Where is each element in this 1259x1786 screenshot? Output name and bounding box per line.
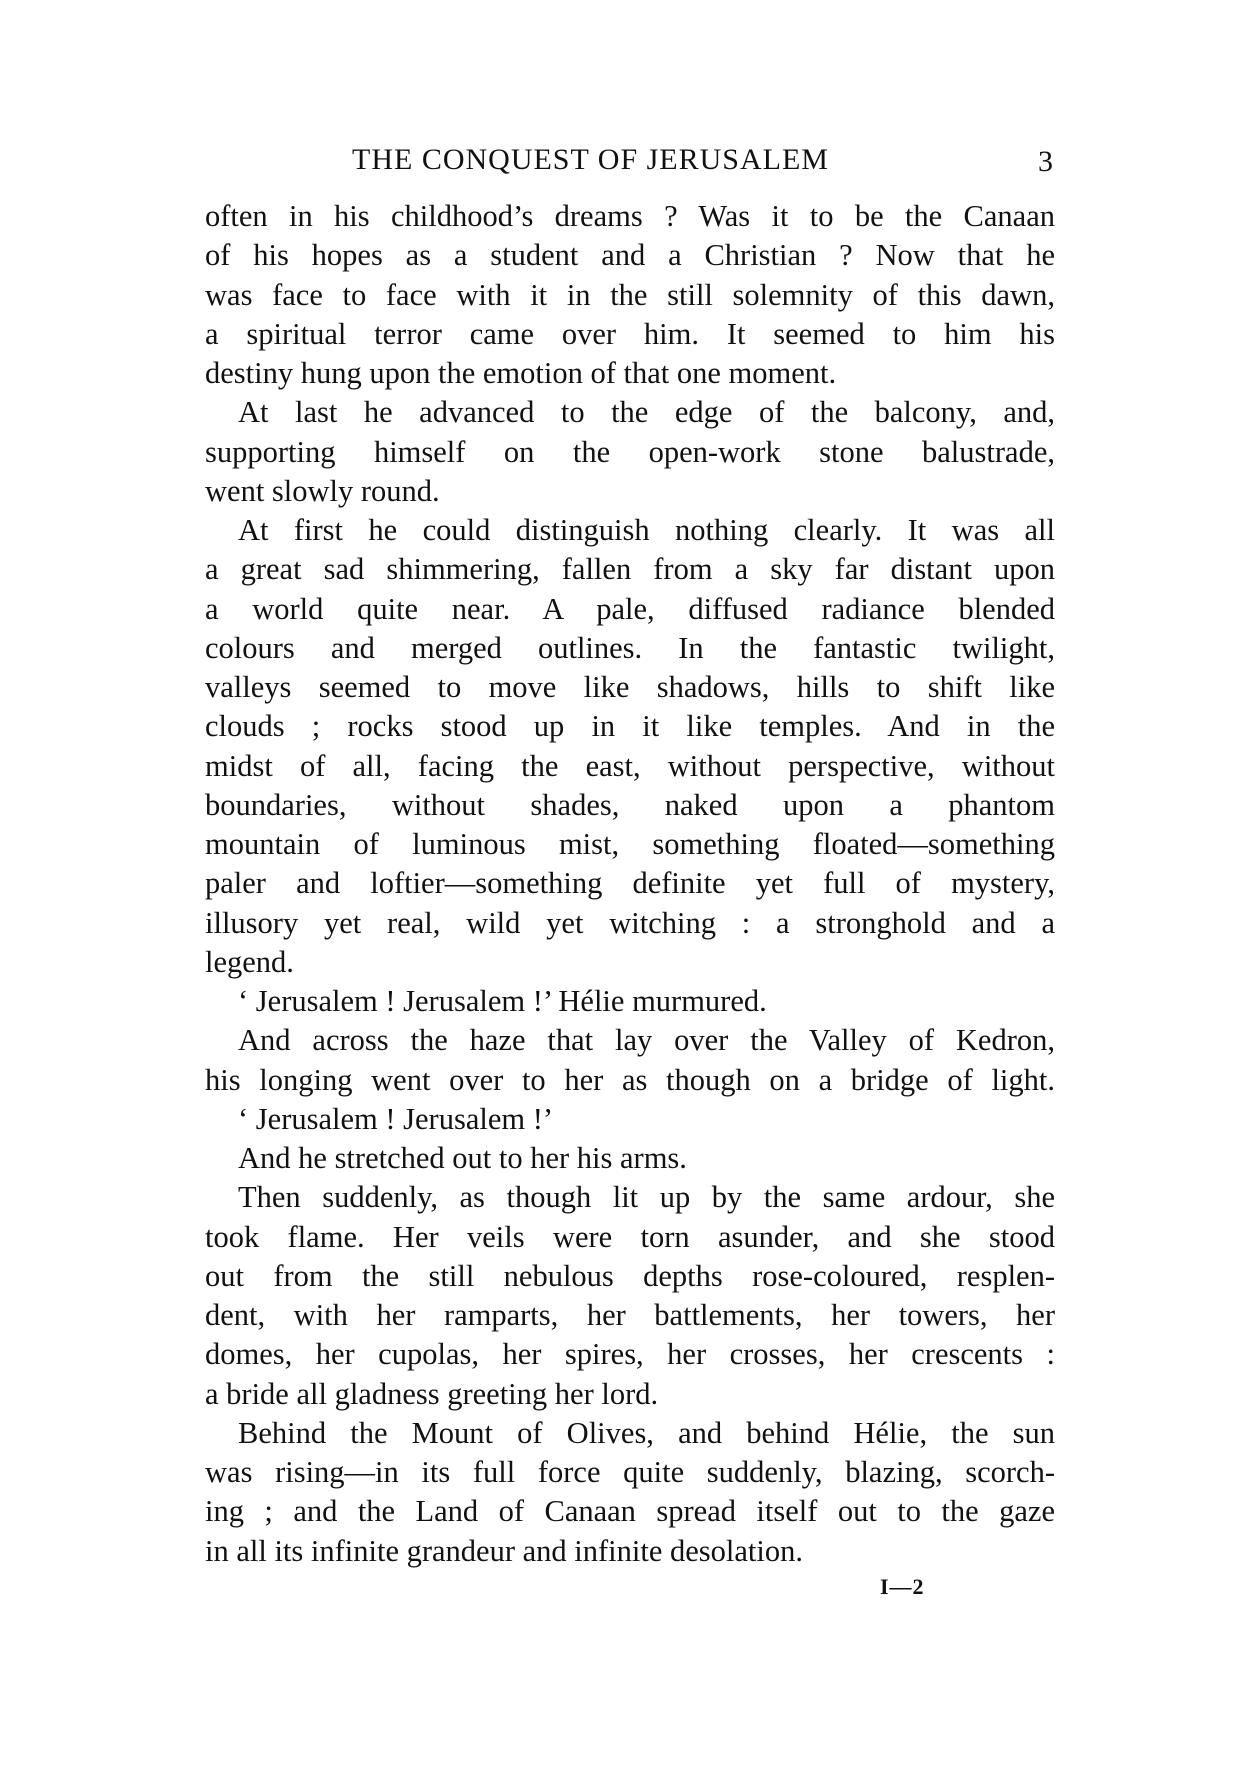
page-number: 3 xyxy=(1038,145,1053,178)
text-line: destiny hung upon the emotion of that one moment. xyxy=(205,356,837,390)
text-line: a spiritual terror came over him. It seemed to him his xyxy=(205,316,1055,351)
text-line: his longing went over to her as though on a bridge of light. xyxy=(205,1062,1055,1097)
text-line: And across the haze that lay over the Valley of Kedron, xyxy=(238,1023,1055,1058)
text-line: Behind the Mount of Olives, and behind Hélie, the sun xyxy=(238,1415,1055,1450)
text-line: mountain of luminous mist, something floated—something xyxy=(205,827,1055,861)
text-line: illusory yet real, wild yet witching : a stronghold and a xyxy=(205,905,1055,940)
signature-mark: I—2 xyxy=(880,1574,925,1599)
text-line: domes, her cupolas, her spires, her crosses, her crescents : xyxy=(205,1337,1055,1372)
text-line: And he stretched out to her his arms. xyxy=(238,1141,687,1175)
text-line: Then suddenly, as though lit up by the same ardour, she xyxy=(238,1180,1055,1215)
text-line: legend. xyxy=(205,944,294,979)
text-line: At first he could distinguish nothing clearly. It was all xyxy=(238,513,1055,547)
text-line: clouds ; rocks stood up in it like temples. And in the xyxy=(205,709,1055,744)
text-line: dent, with her ramparts, her battlements, her towers, her xyxy=(205,1298,1055,1332)
text-line: of his hopes as a student and a Christian ? Now that he xyxy=(205,238,1055,273)
running-title: THE CONQUEST OF JERUSALEM xyxy=(352,143,829,176)
text-line: colours and merged outlines. In the fantastic twilight, xyxy=(205,630,1055,665)
text-line: At last he advanced to the edge of the balcony, and, xyxy=(238,395,1055,430)
text-line: ‘ Jerusalem ! Jerusalem !’ Hélie murmured. xyxy=(238,984,767,1018)
text-line: often in his childhood’s dreams ? Was it to be the Canaan xyxy=(205,199,1055,233)
text-line: went slowly round. xyxy=(205,473,440,508)
text-line: a bride all gladness greeting her lord. xyxy=(205,1376,659,1411)
text-line: boundaries, without shades, naked upon a phantom xyxy=(205,787,1055,822)
text-line: in all its infinite grandeur and infinite desolation. xyxy=(205,1533,803,1568)
running-head xyxy=(205,138,1055,182)
text-line: was face to face with it in the still solemnity of this dawn, xyxy=(205,277,1055,312)
text-line: out from the still nebulous depths rose-coloured, resplen- xyxy=(205,1258,1055,1293)
text-line: was rising—in its full force quite suddenly, blazing, scorch- xyxy=(205,1455,1055,1489)
text-line: ‘ Jerusalem ! Jerusalem !’ xyxy=(238,1101,554,1136)
text-line: took flame. Her veils were torn asunder, and she stood xyxy=(205,1219,1055,1254)
text-line: ing ; and the Land of Canaan spread itself out to the gaze xyxy=(205,1494,1055,1529)
text-line: a world quite near. A pale, diffused radiance blended xyxy=(205,591,1055,626)
text-line: paler and loftier—something definite yet full of mystery, xyxy=(205,866,1055,901)
text-line: a great sad shimmering, fallen from a sky far distant upon xyxy=(205,552,1055,587)
text-line: valleys seemed to move like shadows, hills to shift like xyxy=(205,670,1055,704)
body-text xyxy=(205,197,1055,1571)
text-line: midst of all, facing the east, without perspective, without xyxy=(205,748,1055,783)
text-line: supporting himself on the open-work stone balustrade, xyxy=(205,434,1055,469)
